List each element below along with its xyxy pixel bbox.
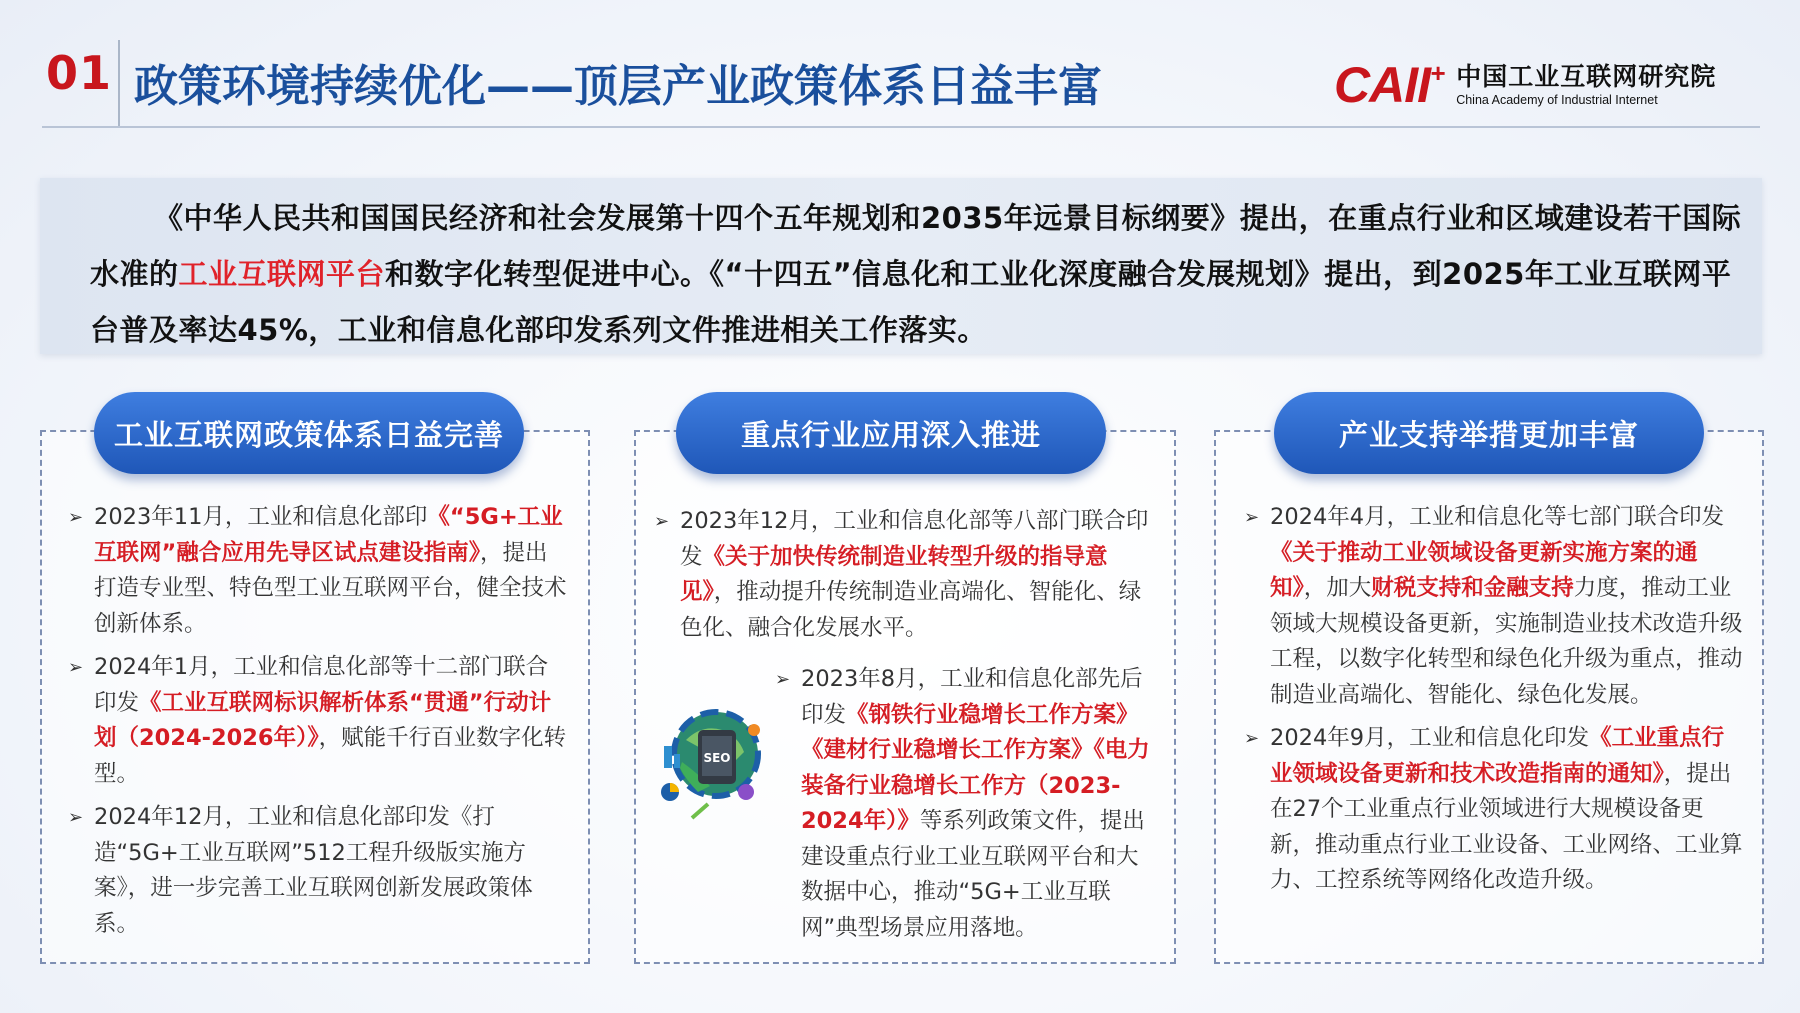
item-text: ，推动提升传统制造业高端化、智能化、绿色化、融合化发展水平。 [680,579,1142,641]
logo-mark-text: CAII [1334,57,1430,113]
item-text: ，提出在27个工业重点行业领域进行大规模设备更新，推动重点行业工业设备、工业网络、工业算力、工控系统等网络化改造升级。 [1270,760,1743,893]
item-doc-title: 《“5G+工业互联网”融合应用先导区试点建设指南》 [94,504,563,566]
graphic-label: SEO [703,751,731,765]
intro-paragraph [90,190,1760,358]
intro-text-1: 《中华人民共和国国民经济和社会发展第十四个五年规划和2035年远景目标纲要》提出，在重点行业和区域建设若干国际水准的 [90,201,1742,291]
item-text: 2024年4月，工业和信息化等七部门联合印发 [1270,504,1725,530]
industry-support-list [1244,500,1744,899]
section-number: 01 [46,46,113,100]
list-item [68,650,568,792]
list-item [68,800,568,942]
intro-box [40,178,1762,354]
item-highlight: 财税支持和金融支持 [1371,575,1574,601]
logo-plus: + [1430,58,1445,88]
list-item [654,504,1154,646]
item-text: 2023年12月，工业和信息化部等八部门联合印发 [680,508,1149,570]
list-item [1244,500,1744,713]
seo-gear-globe-icon [652,700,772,830]
header-divider [118,40,120,128]
item-doc-title: 《关于推动工业领域设备更新实施方案的通知》 [1270,539,1698,601]
item-text: 2024年12月，工业和信息化部印发《打造“5G+工业互联网”512工程升级版实施方案》，进一步完善工业互联网创新发展政策体系。 [94,804,533,937]
list-item [68,500,568,642]
industry-application-list-2 [775,662,1155,946]
item-doc-title: 《工业重点行业领域设备更新和技术改造指南的通知》 [1270,725,1725,787]
industry-application-list-1 [654,504,1154,646]
intro-highlight: 工业互联网平台 [178,257,386,291]
logo-en-name: China Academy of Industrial Internet [1456,92,1658,107]
header-rule [42,126,1760,128]
item-text: ，加大 [1303,575,1372,601]
logo-text [1456,63,1716,107]
page-title: 政策环境持续优化——顶层产业政策体系日益丰富 [134,61,1102,112]
item-text: ，赋能千行百业数字化转型。 [94,725,567,787]
item-doc-title: 《关于加快传统制造业转型升级的指导意见》 [680,543,1108,605]
column-heading-industry-support: 产业支持举措更加丰富 [1274,392,1704,474]
column-heading-policy-system: 工业互联网政策体系日益完善 [94,392,524,474]
list-item [1244,721,1744,899]
item-doc-title: 《钢铁行业稳增长工作方案》《建材行业稳增长工作方案》《电力装备行业稳增长工作方（2023-2024年）》 [801,701,1150,834]
item-doc-title: 《工业互联网标识解析体系“贯通”行动计划（2024-2026年）》 [94,689,552,751]
column-heading-industry-application: 重点行业应用深入推进 [676,392,1106,474]
caii-logo [1334,57,1717,113]
list-item [775,662,1155,946]
item-text: 2024年9月，工业和信息化印发 [1270,725,1590,751]
intro-text-2: 和数字化转型促进中心。《“十四五”信息化和工业化深度融合发展规划》提出，到2025年工业互联网平台普及率达45%，工业和信息化部印发系列文件推进相关工作落实。 [90,257,1732,347]
item-text: 2023年11月，工业和信息化部印 [94,504,428,530]
item-text: ，提出打造专业型、特色型工业互联网平台，健全技术创新体系。 [94,539,567,637]
policy-system-list [68,500,568,942]
item-text: 2024年1月，工业和信息化部等十二部门联合印发 [94,654,549,716]
item-text: 等系列政策文件，提出建设重点行业工业互联网平台和大数据中心，推动“5G+工业互联网”典型场景应用落地。 [801,808,1145,941]
item-text: 2023年8月，工业和信息化部先后印发 [801,666,1143,728]
logo-mark [1334,57,1445,113]
item-text: 力度，推动工业领域大规模设备更新，实施制造业技术改造升级工程，以数字化转型和绿色化升级为重点，推动制造业高端化、智能化、绿色化发展。 [1270,575,1743,708]
logo-cn-name: 中国工业互联网研究院 [1456,62,1717,92]
